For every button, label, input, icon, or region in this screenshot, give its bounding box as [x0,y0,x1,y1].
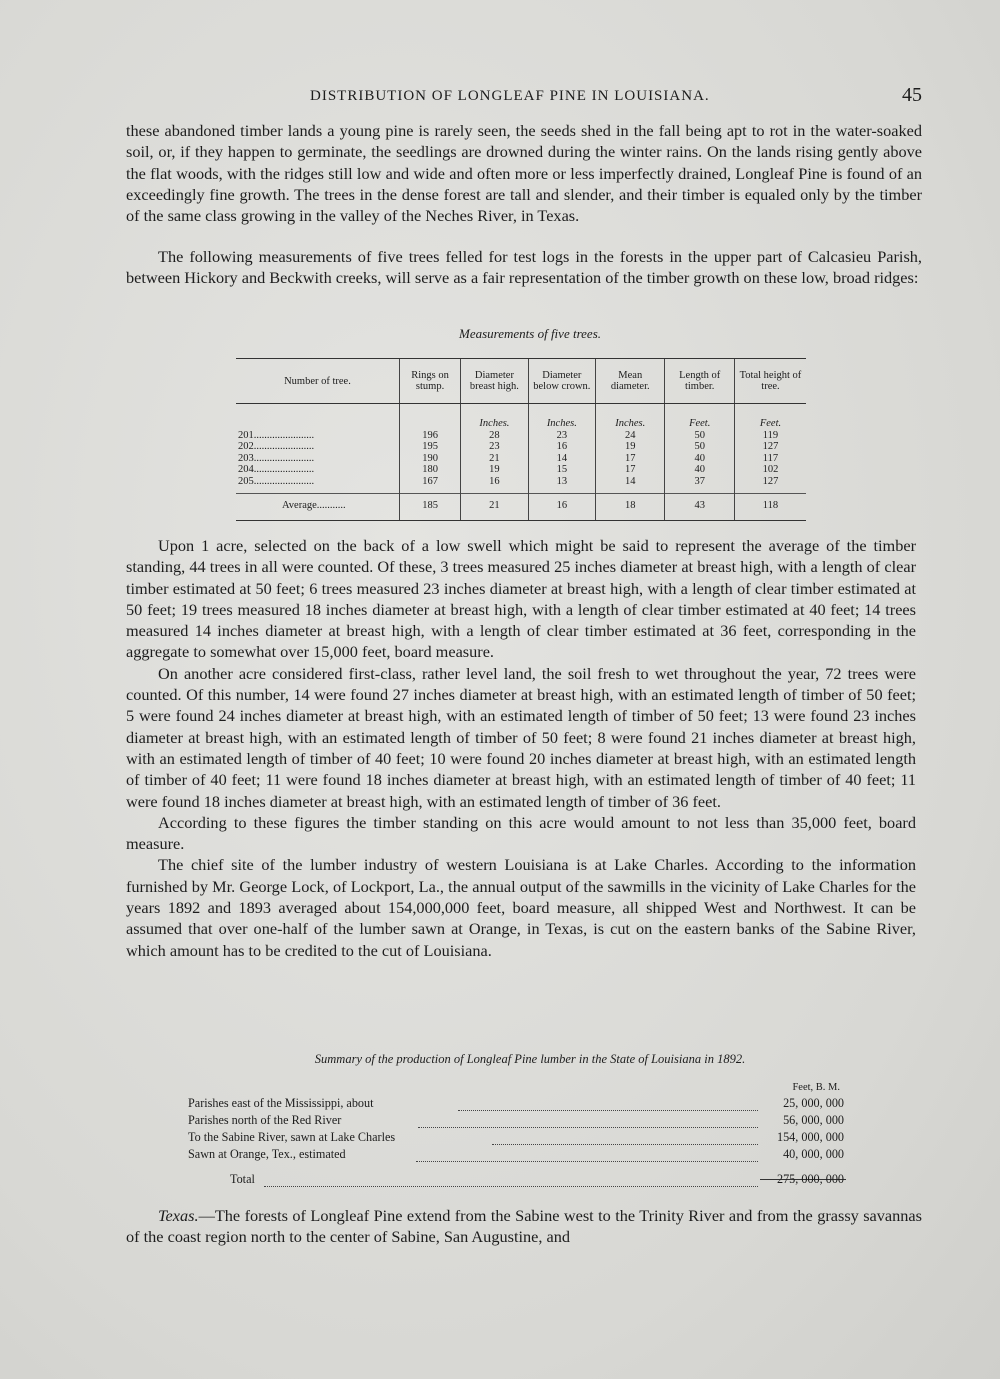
summary-row [188,1113,848,1130]
table-cell: 15 [528,464,595,476]
summary-label: Parishes east of the Mississippi, about [188,1096,374,1110]
summary-row [188,1096,848,1113]
tree-number: 202....................... [238,441,315,452]
leader-dots [458,1096,758,1111]
paragraph-2: The following measurements of five trees felled for test logs in the forests in the upper part of Calcasieu Parish, between Hickory and Beckwith creeks, will serve as a fair representation of the timber growth on these low, broad ridges: [126,247,922,288]
table-cell: 102 [734,464,806,476]
summary-row [188,1147,848,1164]
running-header [120,86,930,108]
leader-dots [492,1130,758,1145]
units-row [236,404,806,430]
summary-total-label: Total [230,1172,255,1186]
column-header: Length of timber. [665,359,734,404]
table-cell: 21 [461,494,528,521]
summary-total-row [188,1172,848,1189]
table-cell: 23 [461,441,528,453]
unit-cell: Inches. [596,404,665,430]
paragraph-6: The chief site of the lumber industry of western Louisiana is at Lake Charles. According to the information furnished by Mr. George Lock, of Lockport, La., the annual output of the sawmills in the vicinity of Lake Charles for the years 1892 and 1893 averaged about 154,000,000 feet, board measure, all shipped West and Northwest. It can be assumed that over one-half of the lumber sawn at Orange, in Texas, is cut on the eastern banks of the Sabine River, which amount has to be credited to the cut of Louisiana. [126,855,916,960]
summary-total-value: 275, 000, 000 [776,1172,844,1186]
summary-label: Sawn at Orange, Tex., estimated [188,1147,346,1161]
paragraph-3: Upon 1 acre, selected on the back of a low swell which might be said to represent the average of the timber standing, 44 trees in all were counted. Of these, 3 trees measured 25 inches diameter at breast high, with a length of clear timber estimated at 50 feet; 6 trees measured 23 inches diameter at breast high, with a length of clear timber estimated at 50 feet; 19 trees measured 18 inches diameter at breast high, with a length of clear timber estimated at 40 feet; 14 trees measured 14 inches diameter at breast high, with a length of clear timber estimated at 36 feet, corresponding in the aggregate to somewhat over 15,000 feet, board measure. [126,536,916,662]
tree-number: 204....................... [238,464,315,475]
column-header: Total height of tree. [734,359,806,404]
table-row [236,464,806,476]
table-cell: 14 [528,453,595,465]
table-cell: 16 [461,476,528,494]
table-cell: 195 [399,441,460,453]
body-text-middle [126,535,916,961]
table-header-row [236,359,806,404]
summary-label: To the Sabine River, sawn at Lake Charles [188,1130,396,1144]
leader-dots [264,1172,758,1187]
table-cell: 117 [734,453,806,465]
table-cell: 180 [399,464,460,476]
table-cell: 16 [528,494,595,521]
table-cell: 43 [665,494,734,521]
column-header: Diameter below crown. [528,359,595,404]
unit-cell: Inches. [461,404,528,430]
paragraph-1: these abandoned timber lands a young pine is rarely seen, the seeds shed in the fall being apt to rot in the water-soaked soil, or, if they happen to germinate, the seedlings are drowned during the winter rains. On the lands rising gently above the flat woods, with the ridges still low and wide and often more or less imperfectly drained, Longleaf Pine is found of an exceedingly fine growth. The trees in the dense forest are tall and slender, and their timber is equaled only by the timber of the same class growing in the valley of the Neches River, in Texas. [126,121,922,226]
measurements-table [236,358,806,521]
table-cell: 127 [734,441,806,453]
table-cell: 37 [665,476,734,494]
table-cell: 19 [596,441,665,453]
paragraph-5: According to these figures the timber standing on this acre would amount to not less than 35,000 feet, board measure. [126,812,916,854]
table-cell: 118 [734,494,806,521]
table-cell: 17 [596,453,665,465]
summary-unit: Feet, B. M. [792,1082,840,1093]
summary-row [188,1130,848,1147]
table-cell: 16 [528,441,595,453]
table-cell: 127 [734,476,806,494]
table-row [236,476,806,494]
texas-heading: Texas. [158,1206,199,1225]
paragraph-texas [126,1205,922,1248]
summary-caption: Summary of the production of Longleaf Pine lumber in the State of Louisiana in 1892. [314,1052,746,1066]
unit-cell: Feet. [665,404,734,430]
table-row [236,453,806,465]
table-cell: 50 [665,441,734,453]
table-cell: 50 [665,430,734,442]
table-cell: 196 [399,430,460,442]
table-cell: 19 [461,464,528,476]
tree-number: 203....................... [238,452,315,464]
average-label: Average........... [236,494,399,521]
leader-dots [416,1147,758,1162]
table-cell: 23 [528,430,595,442]
table-cell: 21 [461,453,528,465]
table-cell: 17 [596,464,665,476]
summary-value: 154, 000, 000 [776,1130,844,1144]
table-cell: 40 [665,464,734,476]
paragraph-4: On another acre considered first-class, rather level land, the soil fresh to wet throughout the year, 72 trees were counted. Of this number, 14 were found 27 inches diameter at breast high, with an estimated length of timber of 50 feet; 5 were found 24 inches diameter at breast high, with an estimated length of timber of 50 feet; 13 were found 23 inches diameter at breast high, with an estimated length of timber of 50 feet; 8 were found 21 inches diameter at breast high, with an estimated length of timber of 40 feet; 10 were found 20 inches diameter at breast high, with an estimated length of timber of 40 feet; 11 were found 18 inches diameter at breast high, with an estimated length of timber of 40 feet; 11 were found 18 inches diameter at breast high, with an estimated length of timber of 36 feet. [126,663,916,811]
unit-cell [236,404,399,430]
measurements-caption: Measurements of five trees. [459,326,601,341]
texas-text: —The forests of Longleaf Pine extend from the Sabine west to the Trinity River and from the grassy savannas of the coast region north to the center of Sabine, San Augustine, and [126,1206,922,1247]
average-row [236,494,806,521]
summary-value: 56, 000, 000 [783,1113,844,1127]
tree-number: 201....................... [238,429,315,441]
summary-label: Parishes north of the Red River [188,1113,342,1127]
table-cell: 24 [596,430,665,442]
column-header: Mean diameter. [596,359,665,404]
table-cell: 167 [399,476,460,494]
table-cell: 14 [596,476,665,494]
table-row [236,430,806,442]
summary-value: 40, 000, 000 [783,1147,844,1161]
summary-value: 25, 000, 000 [783,1096,844,1110]
tree-number: 205....................... [238,475,315,487]
page-number: 45 [902,84,922,106]
table-cell: 28 [461,430,528,442]
table-cell: 185 [399,494,460,521]
running-title: DISTRIBUTION OF LONGLEAF PINE IN LOUISIANA. [310,88,710,104]
column-header: Diameter breast high. [461,359,528,404]
leader-dots [418,1113,758,1128]
table-cell: 18 [596,494,665,521]
column-header: Rings on stump. [399,359,460,404]
table-row [236,441,806,453]
unit-cell: Inches. [528,404,595,430]
unit-cell [399,404,460,430]
table-cell: 190 [399,453,460,465]
table-cell: 40 [665,453,734,465]
table-cell: 13 [528,476,595,494]
table-cell: 119 [734,430,806,442]
column-header: Number of tree. [236,359,399,404]
summary-table [188,1082,848,1189]
unit-cell: Feet. [734,404,806,430]
